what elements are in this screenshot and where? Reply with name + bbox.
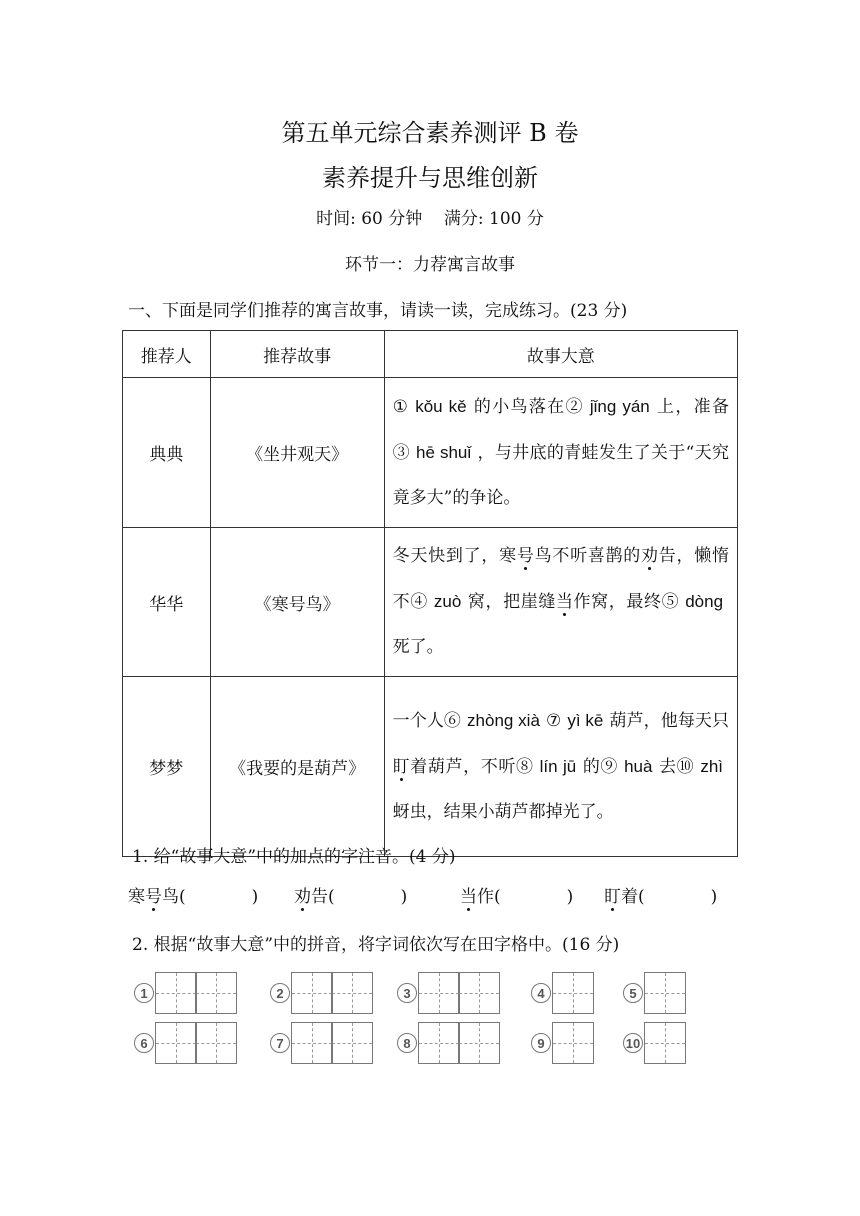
tianzige-boxes — [553, 972, 594, 1014]
tianzige-cell[interactable] — [644, 972, 686, 1014]
answer-bracket: ) — [400, 887, 408, 907]
grid-number-label: 3 — [397, 983, 417, 1003]
summary-text: ① — [392, 397, 410, 417]
answer-word-text: 作( — [477, 887, 501, 907]
tianzige-cell[interactable] — [291, 1022, 333, 1064]
sub-question-2-prompt: 2. 根据“故事大意”中的拼音，将字词依次写在田字格中。(16 分) — [132, 935, 620, 955]
writing-grid-7 — [270, 1022, 373, 1064]
section-heading: 环节一：力荐寓言故事 — [345, 255, 515, 275]
tianzige-cell[interactable] — [458, 1022, 500, 1064]
pinyin-text: huà — [624, 757, 653, 776]
column-header: 推荐人 — [123, 331, 211, 378]
tianzige-boxes — [292, 1022, 373, 1064]
writing-grid-5 — [623, 972, 686, 1014]
tianzige-boxes — [419, 1022, 500, 1064]
answer-bracket: ) — [251, 887, 259, 907]
dotted-character: 劝 — [641, 546, 659, 566]
summary-text: 死了。 — [392, 637, 444, 657]
tianzige-cell[interactable] — [195, 1022, 237, 1064]
tianzige-boxes — [645, 972, 686, 1014]
dotted-character: 劝 — [294, 887, 311, 907]
summary-text: 鸟不听喜鹊的 — [534, 546, 642, 566]
writing-grid-10 — [623, 1022, 686, 1064]
summary-cell — [384, 528, 737, 677]
tianzige-cell[interactable] — [331, 1022, 373, 1064]
tianzige-cell[interactable] — [552, 1022, 594, 1064]
tianzige-boxes — [292, 972, 373, 1014]
writing-grid-2 — [270, 972, 373, 1014]
pinyin-text: jǐng yán — [589, 397, 650, 416]
tianzige-cell[interactable] — [644, 1022, 686, 1064]
grid-number-label: 8 — [397, 1033, 417, 1053]
answer-bracket: ) — [710, 887, 718, 907]
grid-number-label: 7 — [270, 1033, 290, 1053]
table-row — [123, 677, 738, 857]
tianzige-boxes — [156, 1022, 237, 1064]
grid-number-label: 6 — [134, 1033, 154, 1053]
table-row — [123, 528, 738, 677]
answer-word-text: 着( — [621, 887, 645, 907]
summary-text: 着葫芦，不听⑧ — [410, 757, 534, 777]
summary-text: 告，懒惰不④ — [392, 546, 730, 612]
exam-meta: 时间: 60 分钟 满分: 100 分 — [316, 209, 544, 229]
writing-grid-3 — [397, 972, 500, 1014]
summary-cell — [384, 378, 737, 528]
question-1-prompt: 一、下面是同学们推荐的寓言故事，请读一读，完成练习。(23 分) — [128, 301, 628, 321]
dotted-character: 当 — [555, 592, 574, 612]
recommender-cell: 典典 — [123, 378, 211, 528]
answer-bracket: ) — [566, 887, 574, 907]
tianzige-cell[interactable] — [552, 972, 594, 1014]
answer-word-text: 告( — [311, 887, 335, 907]
summary-text: 一个人⑥ — [392, 711, 462, 731]
tianzige-boxes — [553, 1022, 594, 1064]
dotted-character: 当 — [460, 887, 477, 907]
column-header: 推荐故事 — [210, 331, 384, 378]
tianzige-boxes — [419, 972, 500, 1014]
pinyin-text: yì kē — [567, 711, 604, 730]
answer-word-text: 鸟( — [162, 887, 186, 907]
story-table — [122, 330, 738, 857]
story-cell: 《坐井观天》 — [210, 378, 384, 528]
writing-grid-4 — [531, 972, 594, 1014]
pinyin-text: zhì — [700, 757, 723, 776]
table-header-row — [123, 331, 738, 378]
tianzige-cell[interactable] — [418, 972, 460, 1014]
dotted-character: 盯 — [604, 887, 621, 907]
writing-grid-8 — [397, 1022, 500, 1064]
pinyin-text: zhòng xià — [467, 711, 540, 730]
tianzige-cell[interactable] — [155, 1022, 197, 1064]
column-header: 故事大意 — [384, 331, 737, 378]
writing-grid-row — [0, 972, 860, 1018]
summary-text: 的⑨ — [582, 757, 619, 777]
tianzige-cell[interactable] — [195, 972, 237, 1014]
tianzige-boxes — [156, 972, 237, 1014]
summary-text: 冬天快到了，寒 — [392, 546, 517, 566]
pinyin-text: lín jū — [539, 757, 577, 776]
page-title: 第五单元综合素养测评 B 卷 — [281, 119, 579, 147]
summary-text: 窝，把崖缝 — [467, 592, 556, 612]
summary-text: ，与井底的青蛙发生了关于“天究竟多大”的争论。 — [392, 443, 729, 508]
dotted-character: 号 — [145, 887, 162, 907]
writing-grid-9 — [531, 1022, 594, 1064]
dotted-character: 号 — [516, 546, 535, 566]
tianzige-cell[interactable] — [155, 972, 197, 1014]
recommender-cell: 梦梦 — [123, 677, 211, 857]
writing-grid-row — [0, 1022, 860, 1068]
table-row — [123, 378, 738, 528]
dotted-character: 盯 — [392, 757, 411, 777]
page-subtitle: 素养提升与思维创新 — [322, 164, 538, 192]
summary-text: 葫芦，他每天只 — [609, 711, 730, 731]
grid-number-label: 10 — [623, 1033, 643, 1053]
tianzige-cell[interactable] — [331, 972, 373, 1014]
summary-text: 去⑩ — [658, 757, 695, 777]
tianzige-cell[interactable] — [418, 1022, 460, 1064]
answer-word-text: 寒 — [128, 887, 145, 907]
writing-grid-1 — [134, 972, 237, 1014]
story-cell: 《寒号鸟》 — [210, 528, 384, 677]
pinyin-text: zuò — [433, 592, 462, 611]
summary-text: ⑦ — [545, 711, 562, 731]
pinyin-text: dòng — [685, 592, 724, 611]
grid-number-label: 9 — [531, 1033, 551, 1053]
summary-text: 作窝，最终⑤ — [573, 592, 680, 612]
tianzige-cell[interactable] — [291, 972, 333, 1014]
summary-cell — [384, 677, 737, 857]
grid-number-label: 2 — [270, 983, 290, 1003]
pinyin-answer-item — [294, 882, 407, 907]
pinyin-text: kǒu kě — [415, 397, 467, 416]
pinyin-text: hē shuǐ — [415, 443, 472, 462]
story-cell: 《我要的是葫芦》 — [210, 677, 384, 857]
pinyin-answer-item — [604, 882, 717, 907]
recommender-cell: 华华 — [123, 528, 211, 677]
tianzige-cell[interactable] — [458, 972, 500, 1014]
summary-text: 的小鸟落在② — [472, 397, 584, 417]
writing-grid-6 — [134, 1022, 237, 1064]
tianzige-boxes — [645, 1022, 686, 1064]
pinyin-answer-item — [460, 882, 573, 907]
summary-text: 蚜虫，结果小葫芦都掉光了。 — [392, 802, 614, 822]
grid-number-label: 5 — [623, 983, 643, 1003]
pinyin-answer-item — [128, 882, 258, 907]
grid-number-label: 1 — [134, 983, 154, 1003]
grid-number-label: 4 — [531, 983, 551, 1003]
summary-text: 上，准备③ — [392, 397, 729, 463]
sub-question-1-prompt: 1. 给“故事大意”中的加点的字注音。(4 分) — [132, 847, 456, 867]
